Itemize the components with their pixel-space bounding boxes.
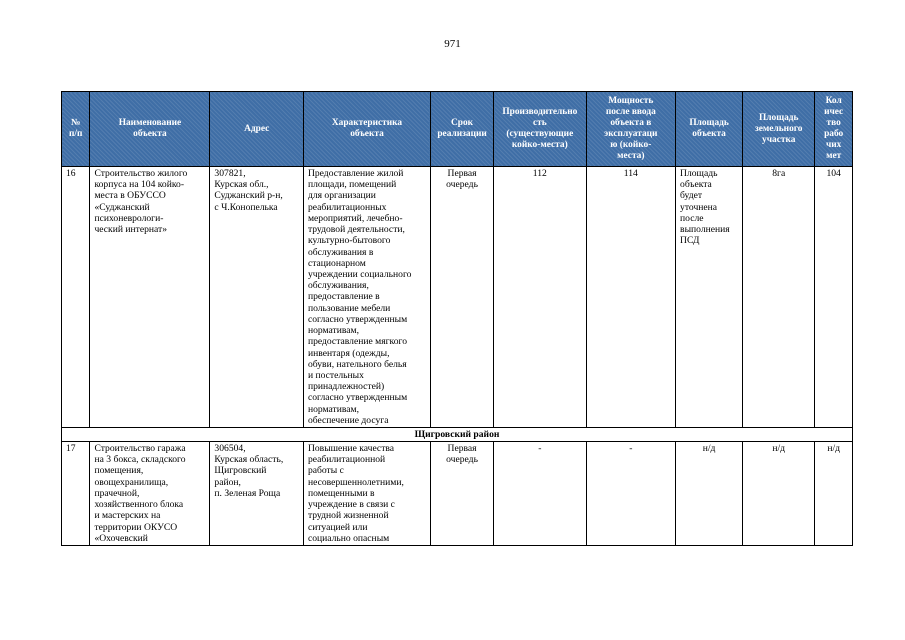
header-description: Характеристика объекта <box>303 92 430 167</box>
cell-workplaces: н/д <box>815 442 853 546</box>
cell-name: Строительство жилого корпуса на 104 койко- места в ОБУССО «Суджанский психоневрологи- ческий интернат» <box>90 167 210 428</box>
cell-description: Предоставление жилой площади, помещений для организации реабилитационных мероприятий, лечебно- трудовой деятельности, культурно-бытового обслуживания в стационарном учреждении социального обслуживания, предоставление в пользование мебели согласно утвержденным нормативам, предоставление мягкого инвентаря (одежды, обуви, нательного белья и постельных принадлежностей) согласно утвержденным нормативам, обеспечение досуга <box>303 167 430 428</box>
header-capacity-after: Мощность после ввода объекта в эксплуатаци ю (койко- места) <box>586 92 675 167</box>
table-row <box>62 167 853 428</box>
header-name: Наименование объекта <box>90 92 210 167</box>
cell-capacity: - <box>494 442 587 546</box>
cell-object-area: Площадь объекта будет уточнена после выполнения ПСД <box>676 167 743 428</box>
cell-capacity-after: - <box>586 442 675 546</box>
cell-term: Первая очередь <box>431 167 494 428</box>
table-header-row <box>62 92 853 167</box>
header-object-area: Площадь объекта <box>676 92 743 167</box>
page-number: 971 <box>444 38 461 50</box>
cell-num: 16 <box>62 167 90 428</box>
header-address: Адрес <box>210 92 304 167</box>
cell-workplaces: 104 <box>815 167 853 428</box>
cell-num: 17 <box>62 442 90 546</box>
cell-description: Повышение качества реабилитационной работы с несовершеннолетними, помещенными в учреждение в связи с трудной жизненной ситуацией или социально опасным <box>303 442 430 546</box>
header-num: № п/п <box>62 92 90 167</box>
cell-capacity: 112 <box>494 167 587 428</box>
table-row <box>62 442 853 546</box>
cell-address: 306504, Курская область, Щигровский район, п. Зеленая Роща <box>210 442 304 546</box>
objects-table <box>61 91 853 546</box>
district-label: Щигровский район <box>62 428 853 442</box>
header-land-area: Площадь земельного участка <box>743 92 815 167</box>
cell-land-area: 8га <box>743 167 815 428</box>
header-capacity: Производительно сть (существующие койко-места) <box>494 92 587 167</box>
cell-land-area: н/д <box>743 442 815 546</box>
cell-term: Первая очередь <box>431 442 494 546</box>
cell-address: 307821, Курская обл., Суджанский р-н, с Ч.Конопелька <box>210 167 304 428</box>
district-row <box>62 428 853 442</box>
header-workplaces: Кол ичес тво рабо чих мет <box>815 92 853 167</box>
cell-name: Строительство гаража на 3 бокса, складского помещения, овощехранилища, прачечной, хозяйственного блока и мастерских на территории ОКУСО «Охочевский <box>90 442 210 546</box>
cell-capacity-after: 114 <box>586 167 675 428</box>
header-term: Срок реализации <box>431 92 494 167</box>
cell-object-area: н/д <box>676 442 743 546</box>
